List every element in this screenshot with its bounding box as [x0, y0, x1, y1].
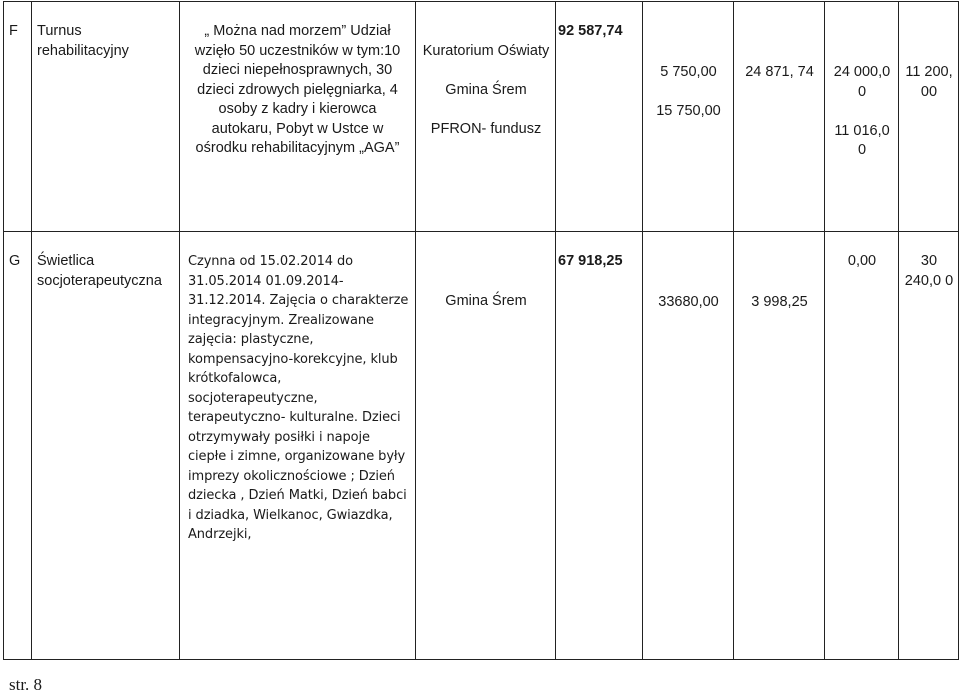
- description-cell: [180, 2, 416, 232]
- amount-list: [643, 2, 733, 122]
- amount-cell: [899, 232, 959, 660]
- activity-name: Świetlica socjoterapeutyczna: [37, 253, 162, 289]
- row-letter-cell: [4, 2, 32, 232]
- funder: Kuratorium Oświaty: [422, 43, 550, 59]
- description-cell: [180, 232, 416, 660]
- funders-list: [416, 2, 555, 140]
- row-letter-cell: [4, 232, 32, 660]
- funder: Gmina Śrem: [445, 82, 527, 98]
- amount: 30 240,0 0: [904, 253, 954, 289]
- amount: 11 016,0 0: [834, 122, 890, 158]
- activity-name-cell: [32, 232, 180, 660]
- activity-name: Turnus rehabilitacyjny: [37, 23, 129, 59]
- row-letter: G: [9, 253, 21, 269]
- amount-cell: [825, 2, 899, 232]
- funder: PFRON- fundusz: [430, 121, 542, 137]
- total-amount: 67 918,25: [558, 253, 623, 269]
- funder: Gmina Śrem: [445, 293, 527, 309]
- amount: 5 750,00: [660, 64, 717, 80]
- amount: 24 871, 74: [745, 64, 814, 80]
- table-row: [4, 2, 959, 232]
- activity-description: „ Można nad morzem” Udział wzięło 50 uczestników w tym:10 dzieci niepełnosprawnych, 30 dzieci zdrowych pielęgniarka, 4 osoby z kadry i kierowca autokaru, Pobyt w Ustce w ośrodku rehabilitacyjnym „AGA”: [194, 23, 401, 156]
- funders-cell: [416, 232, 556, 660]
- funders-cell: [416, 2, 556, 232]
- amount-cell: [825, 232, 899, 660]
- amount: 11 200, 00: [905, 64, 953, 100]
- total-cell: [556, 2, 643, 232]
- amount-cell: [643, 232, 734, 660]
- amount: 0,00: [847, 253, 877, 269]
- amount: 3 998,25: [751, 294, 808, 310]
- activity-description: Czynna od 15.02.2014 do 31.05.2014 01.09.2014-31.12.2014. Zajęcia o charakterze integracyjnym. Zrealizowane zajęcia: plastyczne, kompensacyjno-korekcyjne, klub krótkofalowca, socjoterapeutyczne, terapeutyczno- kulturalne. Dzieci otrzymywały posiłki i napoje ciepłe i zimne, organizowane były imprezy okolicznościowe ; Dzień dziecka , Dzień Matki, Dzień babci i dziadka, Wielkanoc, Gwiazdka, Andrzejki,: [188, 254, 409, 542]
- amount-cell: [643, 2, 734, 232]
- amount-cell: [899, 2, 959, 232]
- amount: 24 000,0 0: [833, 64, 891, 100]
- total-amount: 92 587,74: [558, 23, 623, 39]
- activity-name-cell: [32, 2, 180, 232]
- amount-cell: [734, 232, 825, 660]
- total-cell: [556, 232, 643, 660]
- budget-table: [3, 1, 959, 660]
- amount: 15 750,00: [656, 103, 721, 119]
- amount: 33680,00: [658, 294, 719, 310]
- amount-cell: [734, 2, 825, 232]
- table-row: [4, 232, 959, 660]
- row-letter: F: [9, 23, 18, 39]
- amount-list: [825, 2, 898, 161]
- page-number: str. 8: [9, 675, 43, 694]
